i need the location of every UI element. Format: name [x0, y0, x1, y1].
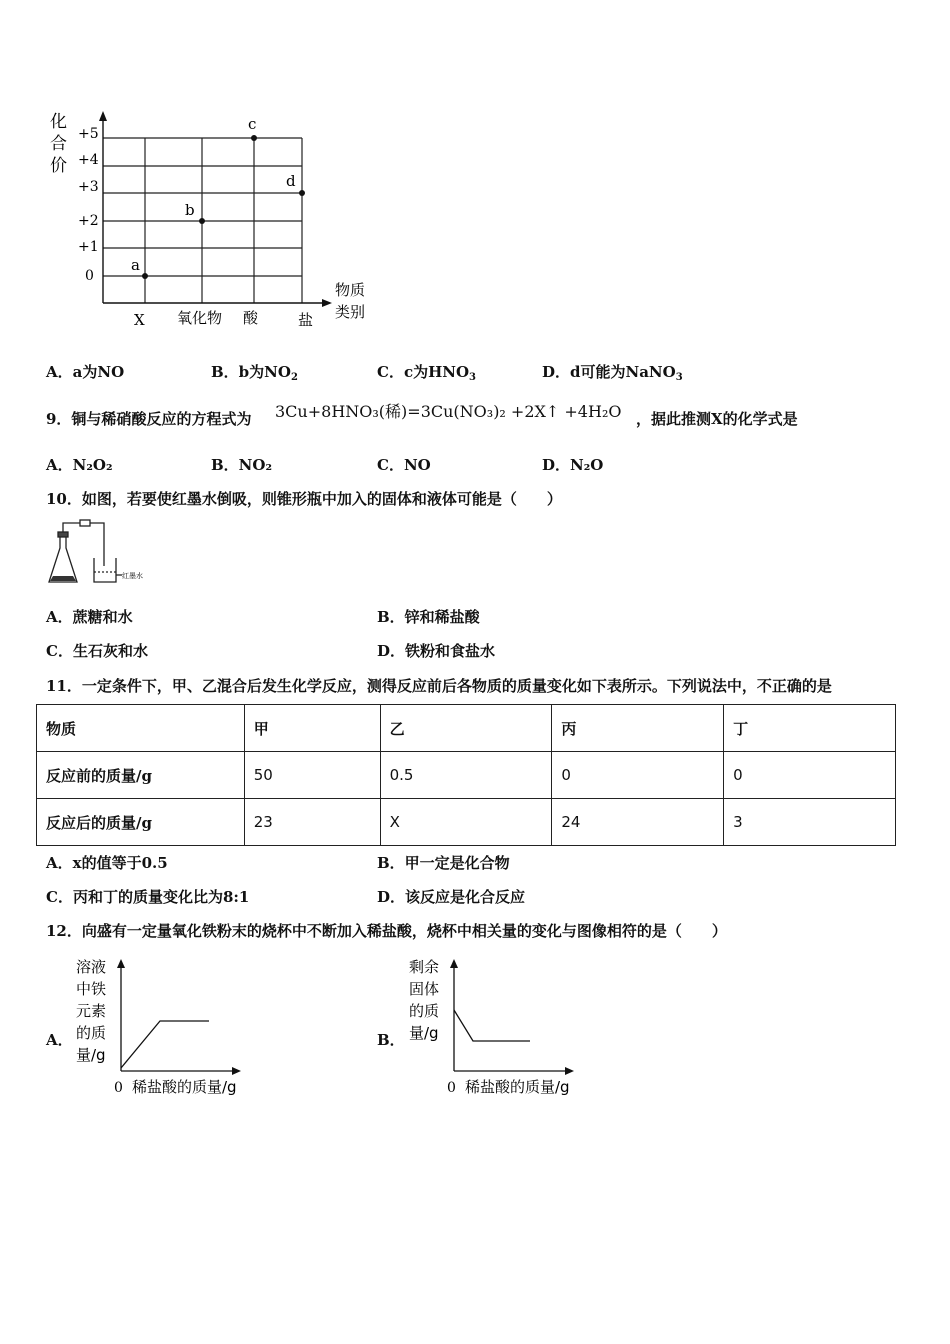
chart-y-title-1: 化	[50, 112, 67, 132]
chart-x-title-2: 类别	[335, 303, 366, 321]
table-row	[37, 799, 896, 846]
x-category: 酸	[243, 309, 259, 327]
graph-b-xlabel: 稀盐酸的质量/g	[465, 1078, 570, 1096]
table-header: 甲	[244, 705, 380, 752]
q10-stem: 10．如图，若要使红墨水倒吸，则锥形瓶中加入的固体和液体可能是（ ）	[46, 490, 562, 508]
y-tick: +1	[78, 239, 99, 255]
graph-a-curve	[121, 1021, 209, 1068]
chart-y-title-2: 合	[50, 134, 67, 154]
graph-a-origin: 0	[114, 1080, 123, 1096]
q11-option-a[interactable]: A．x的值等于0.5	[46, 854, 168, 872]
y-tick: 0	[85, 268, 94, 284]
table-cell: 0.5	[380, 752, 552, 799]
table-cell: 0	[724, 752, 896, 799]
q8-option-a[interactable]: A．a为NO	[46, 363, 125, 381]
point-b	[199, 218, 205, 224]
q11-stem: 11．一定条件下，甲、乙混合后发生化学反应，测得反应前后各物质的质量变化如下表所示。下列说法中，不正确的是	[46, 677, 832, 695]
graph-a-ylabel: 量/g	[76, 1046, 106, 1064]
q11-option-c[interactable]: C．丙和丁的质量变化比为8:1	[46, 888, 250, 906]
y-tick: +5	[78, 126, 99, 142]
graph-b-ylabel: 量/g	[409, 1024, 439, 1042]
chart-y-title-3: 价	[50, 156, 67, 176]
q9-option-a[interactable]: A．N₂O₂	[46, 456, 113, 474]
table-header: 丙	[552, 705, 724, 752]
q10-option-a[interactable]: A．蔗糖和水	[46, 608, 133, 626]
point-d	[299, 190, 305, 196]
flask-beaker-diagram	[44, 518, 154, 590]
graph-b-ylabel: 剩余	[409, 958, 440, 976]
q12-stem: 12．向盛有一定量氧化铁粉末的烧杯中不断加入稀盐酸，烧杯中相关量的变化与图像相符的是（ ）	[46, 922, 727, 940]
q10-option-c[interactable]: C．生石灰和水	[46, 642, 148, 660]
chart-x-title-1: 物质	[335, 281, 366, 299]
table-row	[37, 752, 896, 799]
point-label-d: d	[286, 172, 296, 190]
graph-b-origin: 0	[447, 1080, 456, 1096]
table-header: 乙	[380, 705, 552, 752]
point-c	[251, 135, 257, 141]
graph-b-ylabel: 的质	[409, 1002, 440, 1020]
table-cell: 3	[724, 799, 896, 846]
q9-option-b[interactable]: B．NO₂	[211, 456, 273, 474]
graph-a-ylabel: 的质	[76, 1024, 107, 1042]
point-label-c: c	[248, 115, 257, 133]
table-header-row	[37, 705, 896, 752]
q9-equation: 3Cu+8HNO₃(稀)=3Cu(NO₃)₂ +2X↑ +4H₂O	[275, 402, 622, 421]
q8-option-d[interactable]: D．d可能为NaNO$_3$	[542, 363, 683, 383]
point-a	[142, 273, 148, 279]
y-tick: +3	[78, 179, 99, 195]
graph-b	[403, 955, 593, 1100]
red-ink-label: 红墨水	[122, 572, 143, 580]
q10-option-b[interactable]: B．锌和稀盐酸	[377, 608, 480, 626]
q10-option-d[interactable]: D．铁粉和食盐水	[377, 642, 496, 660]
graph-a-ylabel: 中铁	[76, 980, 107, 998]
table-cell: 50	[244, 752, 380, 799]
q12-option-b-label[interactable]: B．	[377, 1031, 405, 1049]
y-tick: +4	[78, 152, 99, 168]
x-category: X	[134, 311, 145, 329]
q11-option-d[interactable]: D．该反应是化合反应	[377, 888, 526, 906]
q9-option-d[interactable]: D．N₂O	[542, 456, 604, 474]
table-cell: 23	[244, 799, 380, 846]
y-tick: +2	[78, 213, 99, 229]
table-cell: 24	[552, 799, 724, 846]
q9-option-c[interactable]: C．NO	[377, 456, 431, 474]
x-category: 盐	[298, 311, 314, 329]
table-cell: 0	[552, 752, 724, 799]
graph-a-ylabel: 溶液	[76, 958, 107, 976]
q9-stem-start: 9．铜与稀硝酸反应的方程式为	[46, 410, 252, 428]
table-header: 丁	[724, 705, 896, 752]
q12-option-a-label[interactable]: A．	[46, 1031, 73, 1049]
table-cell: 反应后的质量/g	[37, 799, 245, 846]
q8-option-c[interactable]: C．c为$HNO_3$	[377, 363, 476, 383]
graph-a-ylabel: 元素	[76, 1002, 107, 1020]
graph-a	[70, 955, 260, 1100]
graph-b-curve	[454, 1010, 530, 1041]
point-label-a: a	[131, 256, 140, 274]
graph-b-ylabel: 固体	[409, 980, 440, 998]
graph-a-xlabel: 稀盐酸的质量/g	[132, 1078, 237, 1096]
q8-option-b[interactable]: B．b为$NO_2$	[211, 363, 298, 383]
table-header: 物质	[37, 705, 245, 752]
q9-stem-end: ，据此推测X的化学式是	[636, 410, 798, 428]
table-cell: 反应前的质量/g	[37, 752, 245, 799]
point-label-b: b	[185, 201, 195, 219]
valence-chart	[40, 105, 380, 340]
table-cell: X	[380, 799, 552, 846]
mass-change-table	[36, 704, 896, 846]
x-category: 氧化物	[177, 309, 223, 327]
q11-option-b[interactable]: B．甲一定是化合物	[377, 854, 510, 872]
